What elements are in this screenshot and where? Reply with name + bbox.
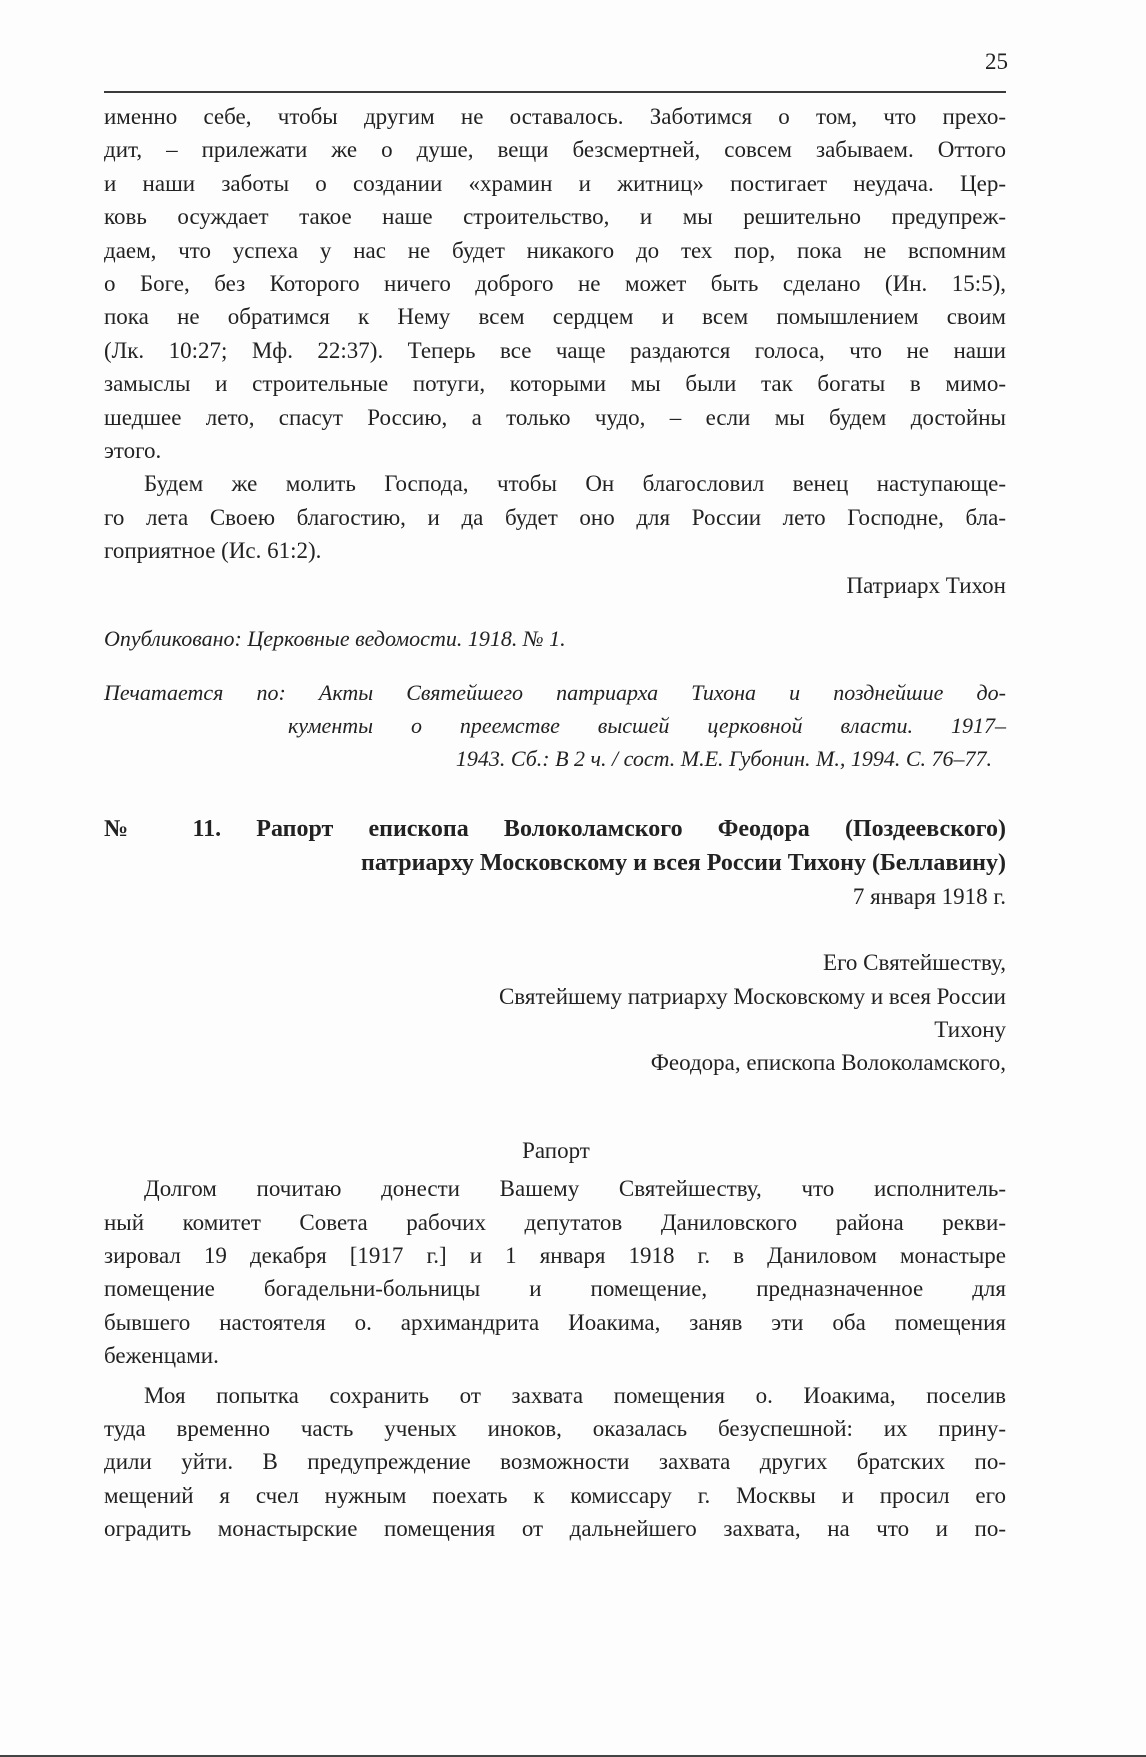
text-line: мещений я счел нужным поехать к комиссару г. Москвы и просил его <box>104 1482 1006 1508</box>
heading-line: патриарху Московскому и всея России Тихону (Беллавину) <box>361 849 1006 876</box>
text-line: этого. <box>104 438 162 464</box>
report-paragraph-1 <box>104 1172 1006 1372</box>
address-block <box>104 946 1006 1080</box>
text-line: туда временно часть ученых иноков, оказалась безуспешной: их прину- <box>104 1416 1006 1441</box>
source-printed <box>104 676 1006 776</box>
signature: Патриарх Тихон <box>846 572 1006 598</box>
report-title: Рапорт <box>522 1137 590 1163</box>
text-line: дили уйти. В предупреждение возможности захвата других братских по- <box>104 1449 1006 1475</box>
text-line: о Боге, без Которого ничего доброго не может быть сделано (Ин. 15:5), <box>104 271 1006 297</box>
text-line: замыслы и строительные потуги, которыми мы были так богаты в мимо- <box>104 371 1006 397</box>
text-line: (Лк. 10:27; Мф. 22:37). Теперь все чаще раздаются голоса, что не наши <box>104 337 1006 363</box>
address-line: Святейшему патриарху Московскому и всея России <box>498 983 1006 1009</box>
text-line: и наши заботы о создании «храмин и житниц» постигает неудача. Цер- <box>104 170 1006 196</box>
continuation-paragraph-2 <box>104 467 1006 567</box>
text-line: даем, что успеха у нас не будет никакого до тех пор, пока не вспомним <box>104 237 1006 263</box>
text-line: гоприятное (Ис. 61:2). <box>104 538 322 564</box>
text-line: помещение богадельни-больницы и помещение, предназначенное для <box>104 1276 1006 1302</box>
heading-line: № 11. Рапорт епископа Волоколамского Феодора (Поздеевского) <box>104 815 1006 842</box>
text-line: зировал 19 декабря [1917 г.] и 1 января 1918 г. в Даниловом монастыре <box>104 1242 1006 1268</box>
source-line: кументы о преемстве высшей церковной власти. 1917– <box>288 712 1006 738</box>
text-line: Моя попытка сохранить от захвата помещения о. Иоакима, поселив <box>144 1382 1006 1408</box>
text-line: бывшего настоятеля о. архимандрита Иоакима, заняв эти оба помещения <box>104 1309 1006 1335</box>
text-line: пока не обратимся к Нему всем сердцем и всем помышлением своим <box>104 304 1006 330</box>
text-line: Долгом почитаю донести Вашему Святейшеству, что исполнитель- <box>144 1176 1006 1202</box>
header-rule <box>104 91 1006 93</box>
text-line: ковь осуждает такое наше строительство, и мы решительно предупреж- <box>104 204 1006 230</box>
report-paragraph-2 <box>104 1379 1006 1546</box>
address-line: Тихону <box>934 1016 1006 1042</box>
text-line: оградить монастырские помещения от дальнейшего захвата, на что и по- <box>104 1516 1006 1542</box>
text-line: го лета Своею благостию, и да будет оно для России лето Господне, бла- <box>104 504 1006 530</box>
page-number: 25 <box>985 49 1008 74</box>
address-line: Его Святейшеству, <box>823 950 1006 976</box>
address-line: Феодора, епископа Волоколамского, <box>650 1050 1006 1076</box>
text-line: ный комитет Совета рабочих депутатов Даниловского района рекви- <box>104 1209 1006 1235</box>
document-heading <box>104 812 1006 880</box>
source-published: Опубликовано: Церковные ведомости. 1918. № 1. <box>104 626 566 652</box>
text-line: Будем же молить Господа, чтобы Он благословил венец наступающе- <box>144 471 1006 497</box>
source-line: Печатается по: Акты Святейшего патриарха Тихона и позднейшие до- <box>104 679 1006 705</box>
text-column <box>104 100 1006 1546</box>
text-line: именно себе, чтобы другим не оставалось. Заботимся о том, что прехо- <box>104 104 1006 129</box>
text-line: дит, – прилежати же о душе, вещи безсмертней, совсем забываем. Оттого <box>104 137 1006 163</box>
document-date: 7 января 1918 г. <box>852 883 1006 909</box>
continuation-paragraph-1 <box>104 100 1006 467</box>
text-line: беженцами. <box>104 1343 219 1369</box>
source-line: 1943. Сб.: В 2 ч. / сост. М.Е. Губонин. М., 1994. С. 76–77. <box>455 746 992 772</box>
text-line: шедшее лето, спасут Россию, а только чудо, – если мы будем достойны <box>104 404 1006 430</box>
